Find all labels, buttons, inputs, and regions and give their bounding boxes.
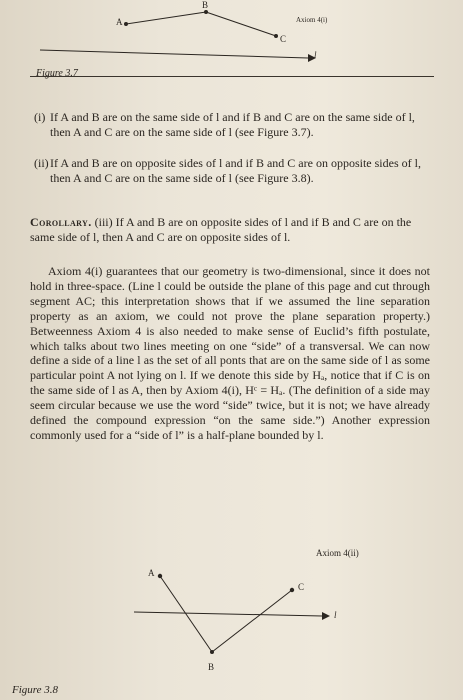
point-b	[210, 650, 214, 654]
label-line-l: l	[314, 50, 317, 60]
figure-rule	[30, 76, 434, 77]
statement-i-text: If A and B are on the same side of l and if B and C are on the same side of l, then A and C are on the same side of l (see Figure 3.7).	[50, 110, 415, 139]
line-l	[134, 612, 322, 616]
label-c: C	[280, 34, 287, 44]
segment-ab	[160, 576, 212, 652]
segment-ab	[126, 12, 206, 24]
point-c	[290, 588, 294, 592]
label-c: C	[298, 582, 305, 592]
statement-ii	[34, 156, 430, 185]
point-b	[204, 10, 208, 14]
corollary-text: (iii) If A and B are on opposite sides of l and if B and C are on the same side of l, then A and C are on opposite sides of l.	[30, 215, 412, 244]
segment-bc	[206, 12, 276, 36]
label-b: B	[208, 662, 215, 672]
corollary-heading: Corollary.	[30, 215, 92, 229]
figure-3-8	[120, 540, 360, 690]
segment-bc	[212, 590, 292, 652]
figure-3-7-diagram	[30, 0, 440, 80]
figure-3-7-caption: Figure 3.7	[36, 68, 78, 79]
point-a	[158, 574, 162, 578]
corollary	[30, 215, 430, 245]
figure-3-8-diagram	[120, 540, 360, 690]
body-paragraph: Axiom 4(i) guarantees that our geometry is two-dimensional, since it does not hold in three-space. (Line l could be outside the plane of this page and cut through segment AC; this interpretation shows that if we assumed the line separation property as an axiom, we could not prove the plane separation property.) Betweenness Axiom 4 is also needed to make sense of Euclid’s fifth postulate, which talks about two lines meeting on one “side” of a transversal. We can now define a side of a line l as the set of all ponts that are on the same side of l as some particular point A not lying on l. If we denote this side by Hₐ, notice that if C is on the same side of l as A, then by Axiom 4(i), Hᶜ = Hₐ. (The definition of a side may seem circular because we use the word “side” twice, but it is not; we have already defined the compound expression “on the same side.”) Another expression commonly used for a “side of l” is a half-plane bounded by l.	[30, 264, 430, 442]
label-a: A	[148, 568, 155, 578]
axiom-4ii-tag: Axiom 4(ii)	[316, 548, 359, 558]
label-a: A	[116, 17, 123, 27]
point-a	[124, 22, 128, 26]
figure-3-8-caption: Figure 3.8	[12, 684, 59, 696]
axiom-4i-tag: Axiom 4(i)	[296, 16, 328, 24]
statement-ii-number: (ii)	[34, 156, 49, 170]
statement-i-number: (i)	[34, 110, 46, 124]
line-l	[40, 50, 308, 58]
label-b: B	[202, 0, 209, 10]
statement-i	[34, 110, 430, 139]
point-c	[274, 34, 278, 38]
figure-3-7	[30, 0, 440, 80]
label-line-l: l	[334, 610, 337, 620]
statement-ii-text: If A and B are on opposite sides of l and if B and C are on opposite sides of l, then A and C are on the same side of l (see Figure 3.8).	[50, 156, 421, 185]
arrow-icon	[322, 612, 330, 620]
